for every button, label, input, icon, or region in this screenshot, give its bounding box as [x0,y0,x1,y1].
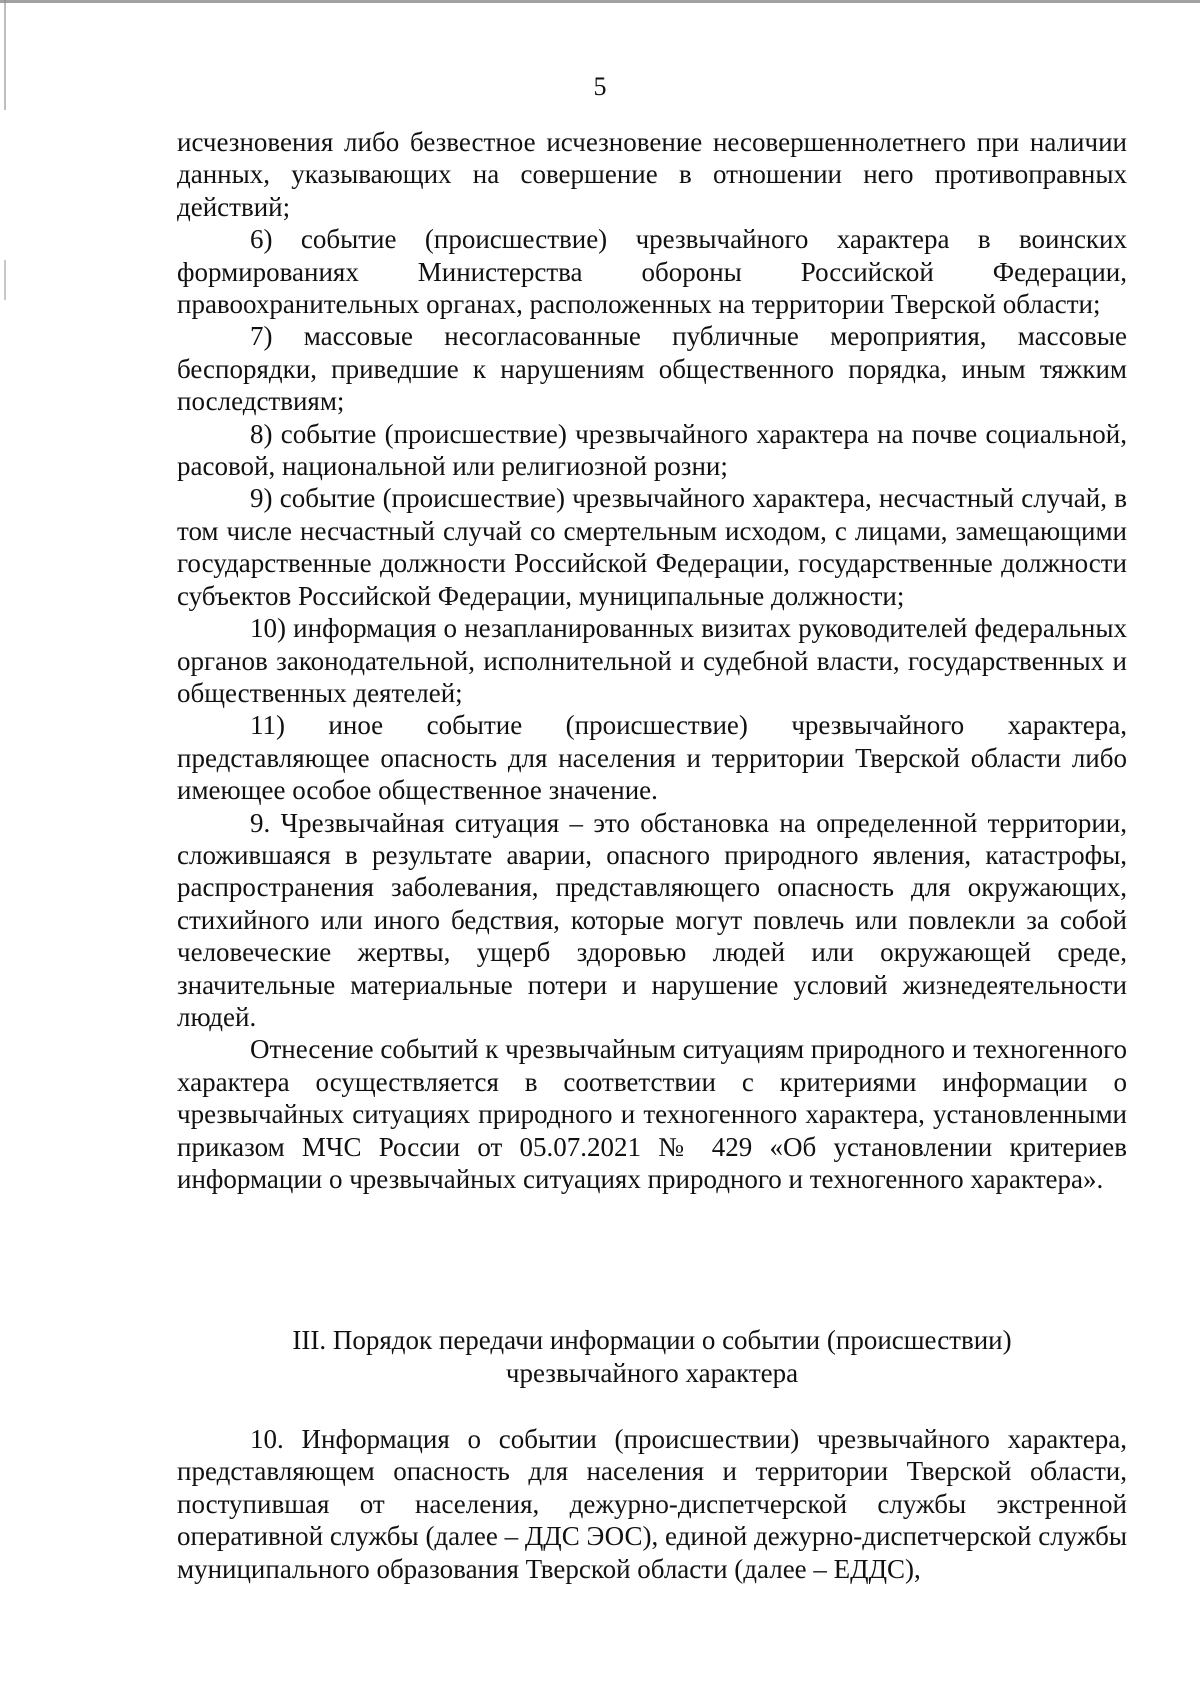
list-item-8: 8) событие (происшествие) чрезвычайного характера на почве социальной, расовой, национальной или религиозной розни; [177,418,1127,482]
scan-edge-left [4,0,6,1695]
list-item-9: 9) событие (происшествие) чрезвычайного характера, несчастный случай, в том числе несчастный случай со смертельным исходом, с лицами, замещающими государственные должности Российской Федерации, государственные должности субъектов Российской Федерации, муниципальные должности; [177,483,1127,611]
page-number: 5 [593,72,607,101]
section-heading [177,1324,1127,1390]
list-item-10: 10) информация о незапланированных визитах руководителей федеральных органов законодательной, исполнительной и судебной власти, государственных и общественных деятелей; [177,613,1127,708]
section-body [177,1423,1127,1585]
list-item-11: 11) иное событие (происшествие) чрезвычайного характера, представляющее опасность для населения и территории Тверской области либо имеющее особое общественное значение. [177,710,1127,806]
document-body [177,126,1127,1195]
scan-edge-top [0,0,1200,3]
list-item-6: 6) событие (происшествие) чрезвычайного характера в воинских формированиях Министерства обороны Российской Федерации, правоохранительных органах, расположенных на территории Тверской области; [177,224,1127,320]
section-heading-line-2: чрезвычайного характера [505,1358,799,1388]
clause-10: 10. Информация о событии (происшествии) чрезвычайного характера, представляющем опасность для населения и территории Тверской области, поступившая от населения, дежурно-диспетчерской службы экстренной оперативной службы (далее – ДДС ЭОС), единой дежурно-диспетчерской службы муниципального образования Тверской области (далее – ЕДДС), [177,1424,1127,1584]
clause-9: 9. Чрезвычайная ситуация – это обстановка на определенной территории, сложившаяся в результате аварии, опасного природного явления, катастрофы, распространения заболевания, представляющего опасность для окружающих, стихийного или иного бедствия, которые могут повлечь или повлекли за собой человеческие жертвы, ущерб здоровью людей или окружающей среде, значительные материальные потери и нарушение условий жизнедеятельности людей. [177,807,1127,1032]
list-item-7: 7) массовые несогласованные публичные мероприятия, массовые беспорядки, приведшие к нарушениям общественного порядка, иным тяжким последствиям; [177,321,1127,417]
section-heading-line-1: III. Порядок передачи информации о событии (происшествии) [292,1325,1012,1355]
paragraph-continuation: исчезновения либо безвестное исчезновение несовершеннолетнего при наличии данных, указывающих на совершение в отношении него противоправных действий; [177,127,1127,222]
paragraph-classification: Отнесение событий к чрезвычайным ситуациям природного и техногенного характера осуществляется в соответствии с критериями информации о чрезвычайных ситуациях природного и техногенного характера, установленными приказом МЧС России от 05.07.2021 № 429 «Об установлении критериев информации о чрезвычайных ситуациях природного и техногенного характера». [177,1034,1127,1194]
